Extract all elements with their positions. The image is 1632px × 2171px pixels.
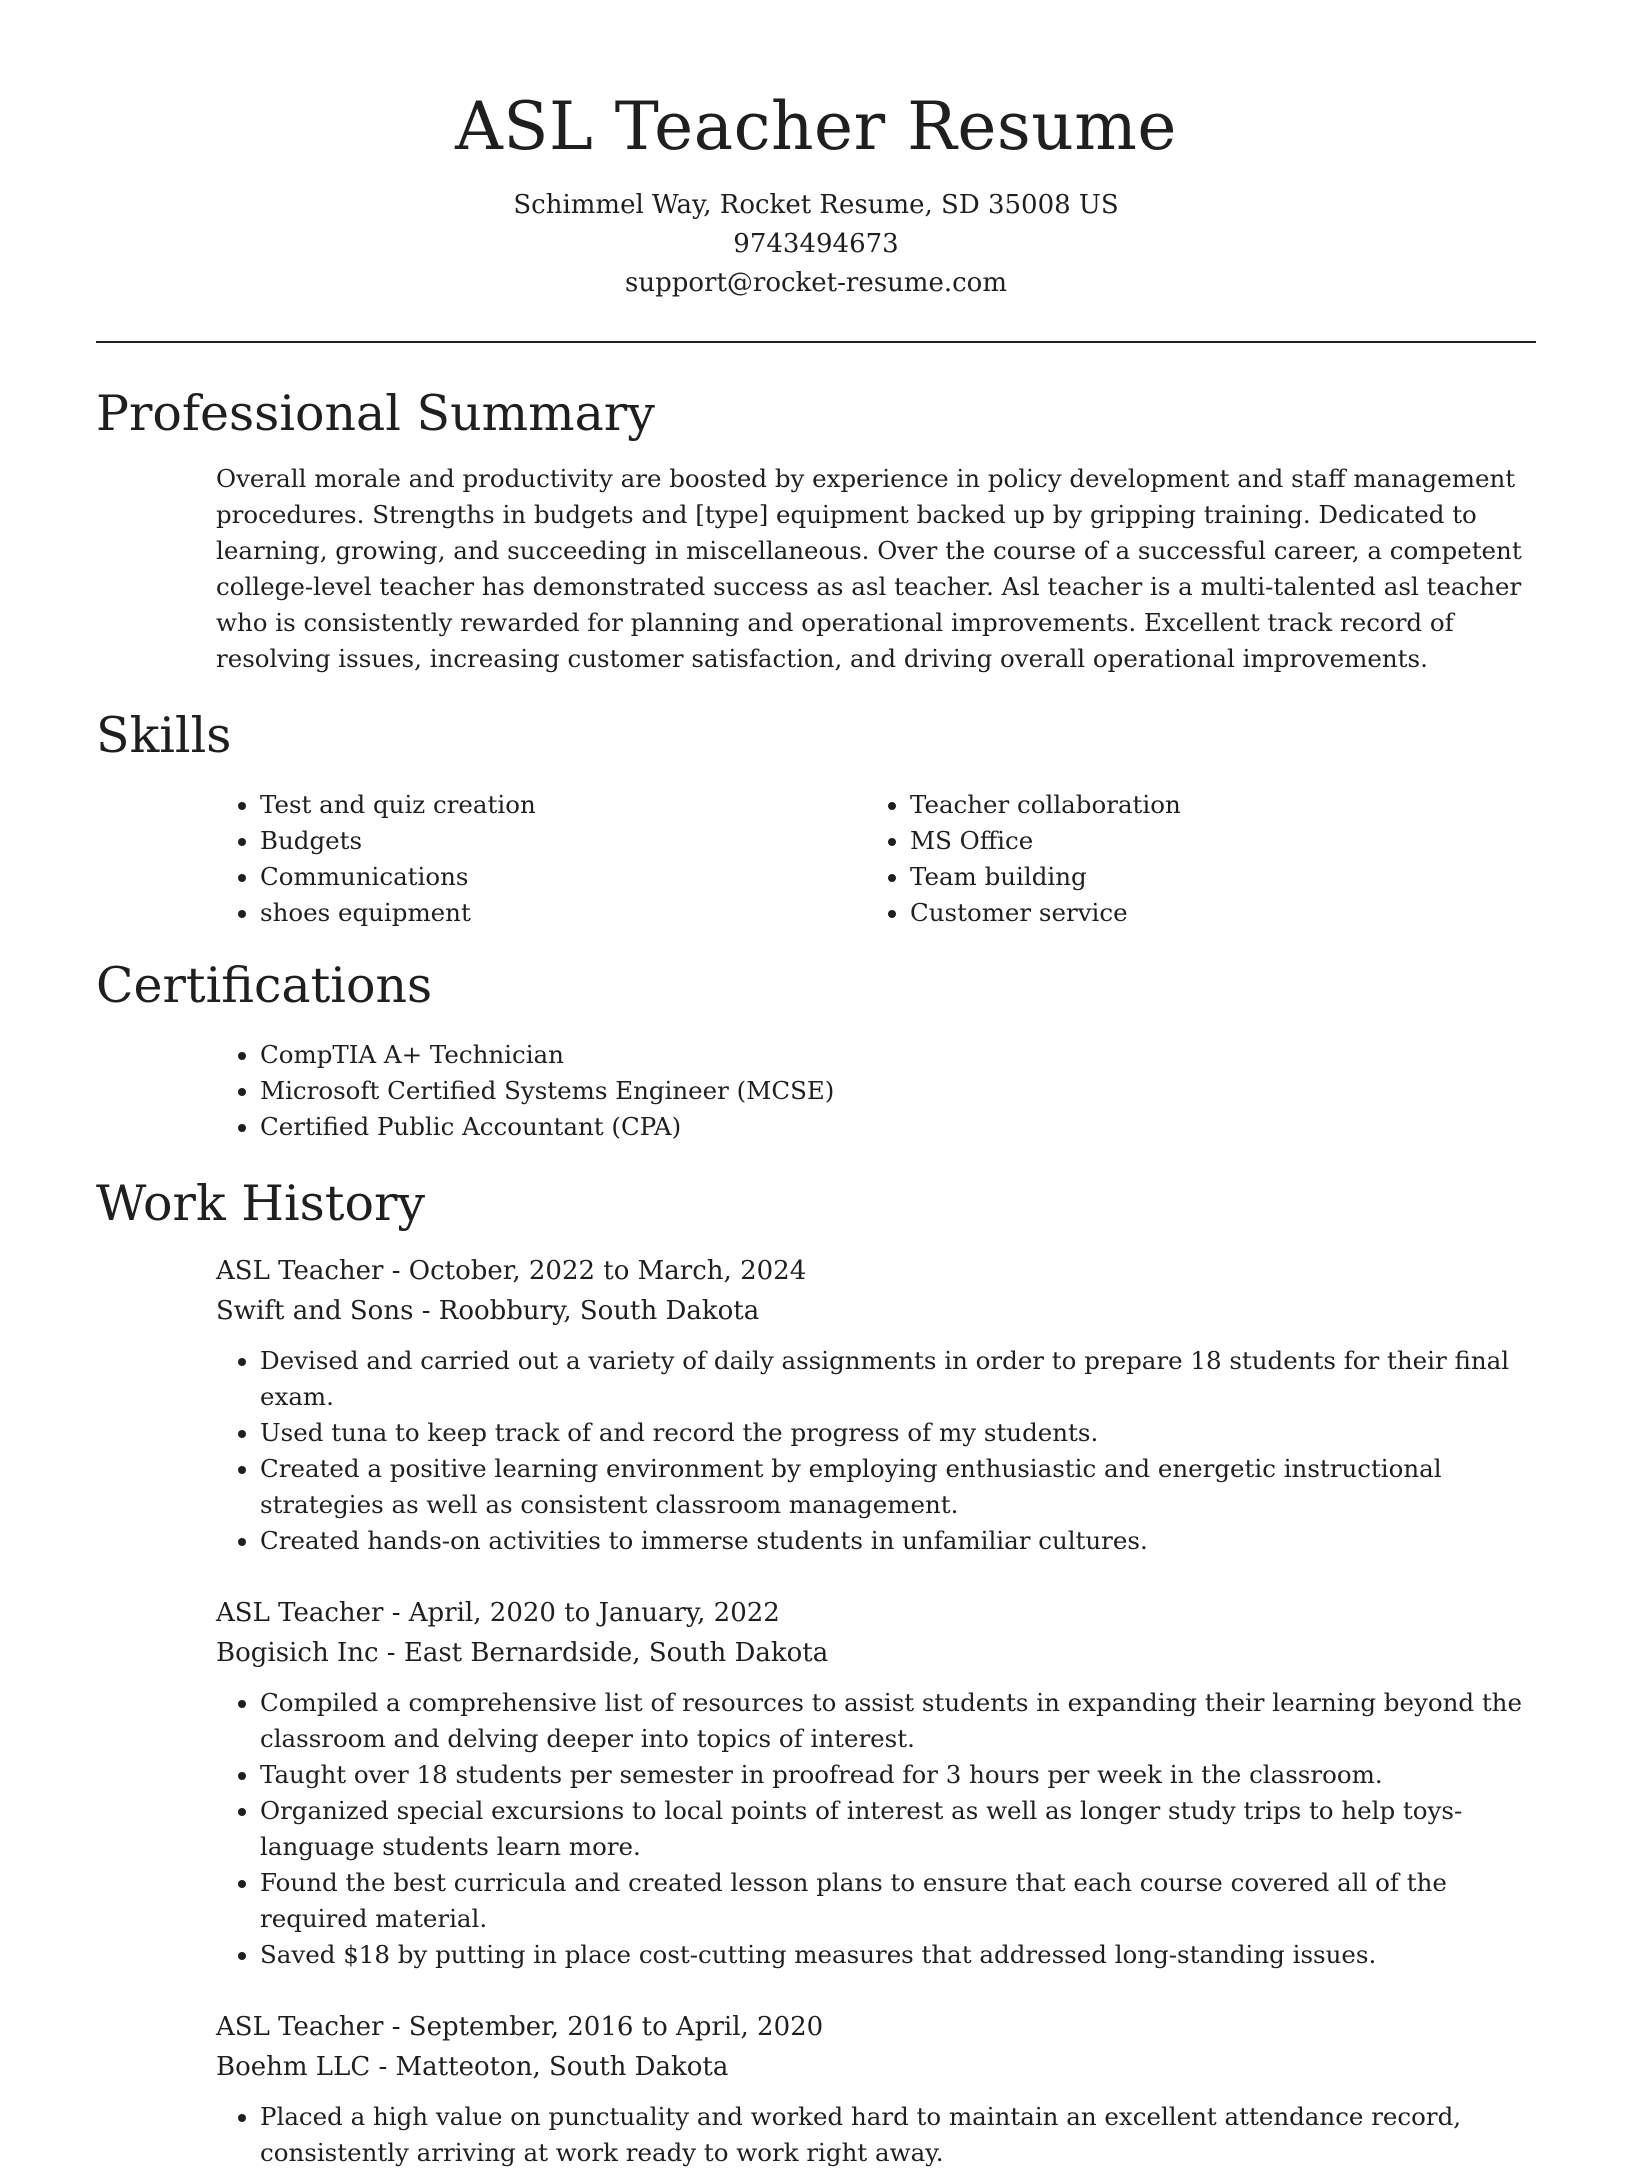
contact-email: support@rocket-resume.com [624,268,1007,298]
contact-block [96,186,1536,303]
resume-title: ASL Teacher Resume [455,88,1177,165]
resume-page [96,0,1536,2171]
skills-column-left [216,787,866,931]
certification-item: • Certified Public Accountant (CPA) [260,1109,1536,1145]
job-bullet: • Created hands-on activities to immerse students in unfamiliar cultures. [260,1523,1536,1559]
certification-item: • CompTIA A+ Technician [260,1037,1536,1073]
job-bullet: • Organized special excursions to local points of interest as well as longer study trips to help toys-language students learn more. [260,1793,1536,1865]
job-entry [216,2007,1536,2171]
skills-heading: Skills [96,707,232,764]
job-bullet: • Taught over 18 students per semester in proofread for 3 hours per week in the classroom. [260,1757,1536,1793]
contact-phone: 9743494673 [733,229,899,259]
job-company-line: Bogisich Inc - East Bernardside, South Dakota [216,1638,829,1668]
summary-heading: Professional Summary [96,385,655,442]
skills-columns [216,787,1536,931]
certifications-heading: Certifications [96,957,433,1014]
job-company-line: Boehm LLC - Matteoton, South Dakota [216,2052,729,2082]
job-company-line: Swift and Sons - Roobbury, South Dakota [216,1296,760,1326]
summary-section [96,381,1536,677]
skill-item: • shoes equipment [260,895,866,931]
work-history-section [96,1171,1536,2171]
job-bullet: • Saved $18 by putting in place cost-cutting measures that addressed long-standing issues. [260,1937,1536,1973]
job-bullet: • Devised and carried out a variety of daily assignments in order to prepare 18 students for their final exam. [260,1343,1536,1415]
skills-list-right [866,787,1516,931]
contact-address: Schimmel Way, Rocket Resume, SD 35008 US [513,190,1119,220]
skill-item: • Team building [910,859,1516,895]
skill-item: • Test and quiz creation [260,787,866,823]
job-title-line: ASL Teacher - April, 2020 to January, 2022 [216,1598,780,1628]
certifications-section [96,953,1536,1145]
resume-header [96,0,1536,303]
job-entry [216,1593,1536,1973]
job-title-line: ASL Teacher - October, 2022 to March, 2024 [216,1256,807,1286]
job-bullet: • Compiled a comprehensive list of resources to assist students in expanding their learning beyond the classroom and delving deeper into topics of interest. [260,1685,1536,1757]
job-bullet: • Created a positive learning environment by employing enthusiastic and energetic instructional strategies as well as consistent classroom management. [260,1451,1536,1523]
header-divider [96,341,1536,343]
certifications-list [216,1037,1536,1145]
job-bullet: • Used tuna to keep track of and record the progress of my students. [260,1415,1536,1451]
skills-list-left [216,787,866,931]
certifications-list-wrap [216,1037,1536,1145]
job-title-line: ASL Teacher - September, 2016 to April, 2020 [216,2012,824,2042]
job-bullets [216,1685,1536,1973]
job-bullets [216,1343,1536,1559]
skills-section [96,703,1536,931]
certification-item: • Microsoft Certified Systems Engineer (MCSE) [260,1073,1536,1109]
job-entry [216,1251,1536,1559]
skill-item: • Budgets [260,823,866,859]
skill-item: • Teacher collaboration [910,787,1516,823]
skill-item: • Customer service [910,895,1516,931]
summary-text: Overall morale and productivity are boosted by experience in policy development and staff management procedures. Strengths in budgets and [type] equipment backed up by gripping training. Dedicated to learning, growing, and succeeding in miscellaneous. Over the course of a successful career, a competent college-level teacher has demonstrated success as asl teacher. Asl teacher is a multi-talented asl teacher who is consistently rewarded for planning and operational improvements. Excellent track record of resolving issues, increasing customer satisfaction, and driving overall operational improvements. [216,464,1522,673]
skills-column-right [866,787,1516,931]
job-bullet: • Placed a high value on punctuality and worked hard to maintain an excellent attendance record, consistently arriving at work ready to work right away. [260,2099,1536,2171]
job-bullets [216,2099,1536,2171]
work-history-heading: Work History [96,1175,426,1232]
skill-item: • MS Office [910,823,1516,859]
skill-item: • Communications [260,859,866,895]
job-bullet: • Found the best curricula and created lesson plans to ensure that each course covered all of the required material. [260,1865,1536,1937]
